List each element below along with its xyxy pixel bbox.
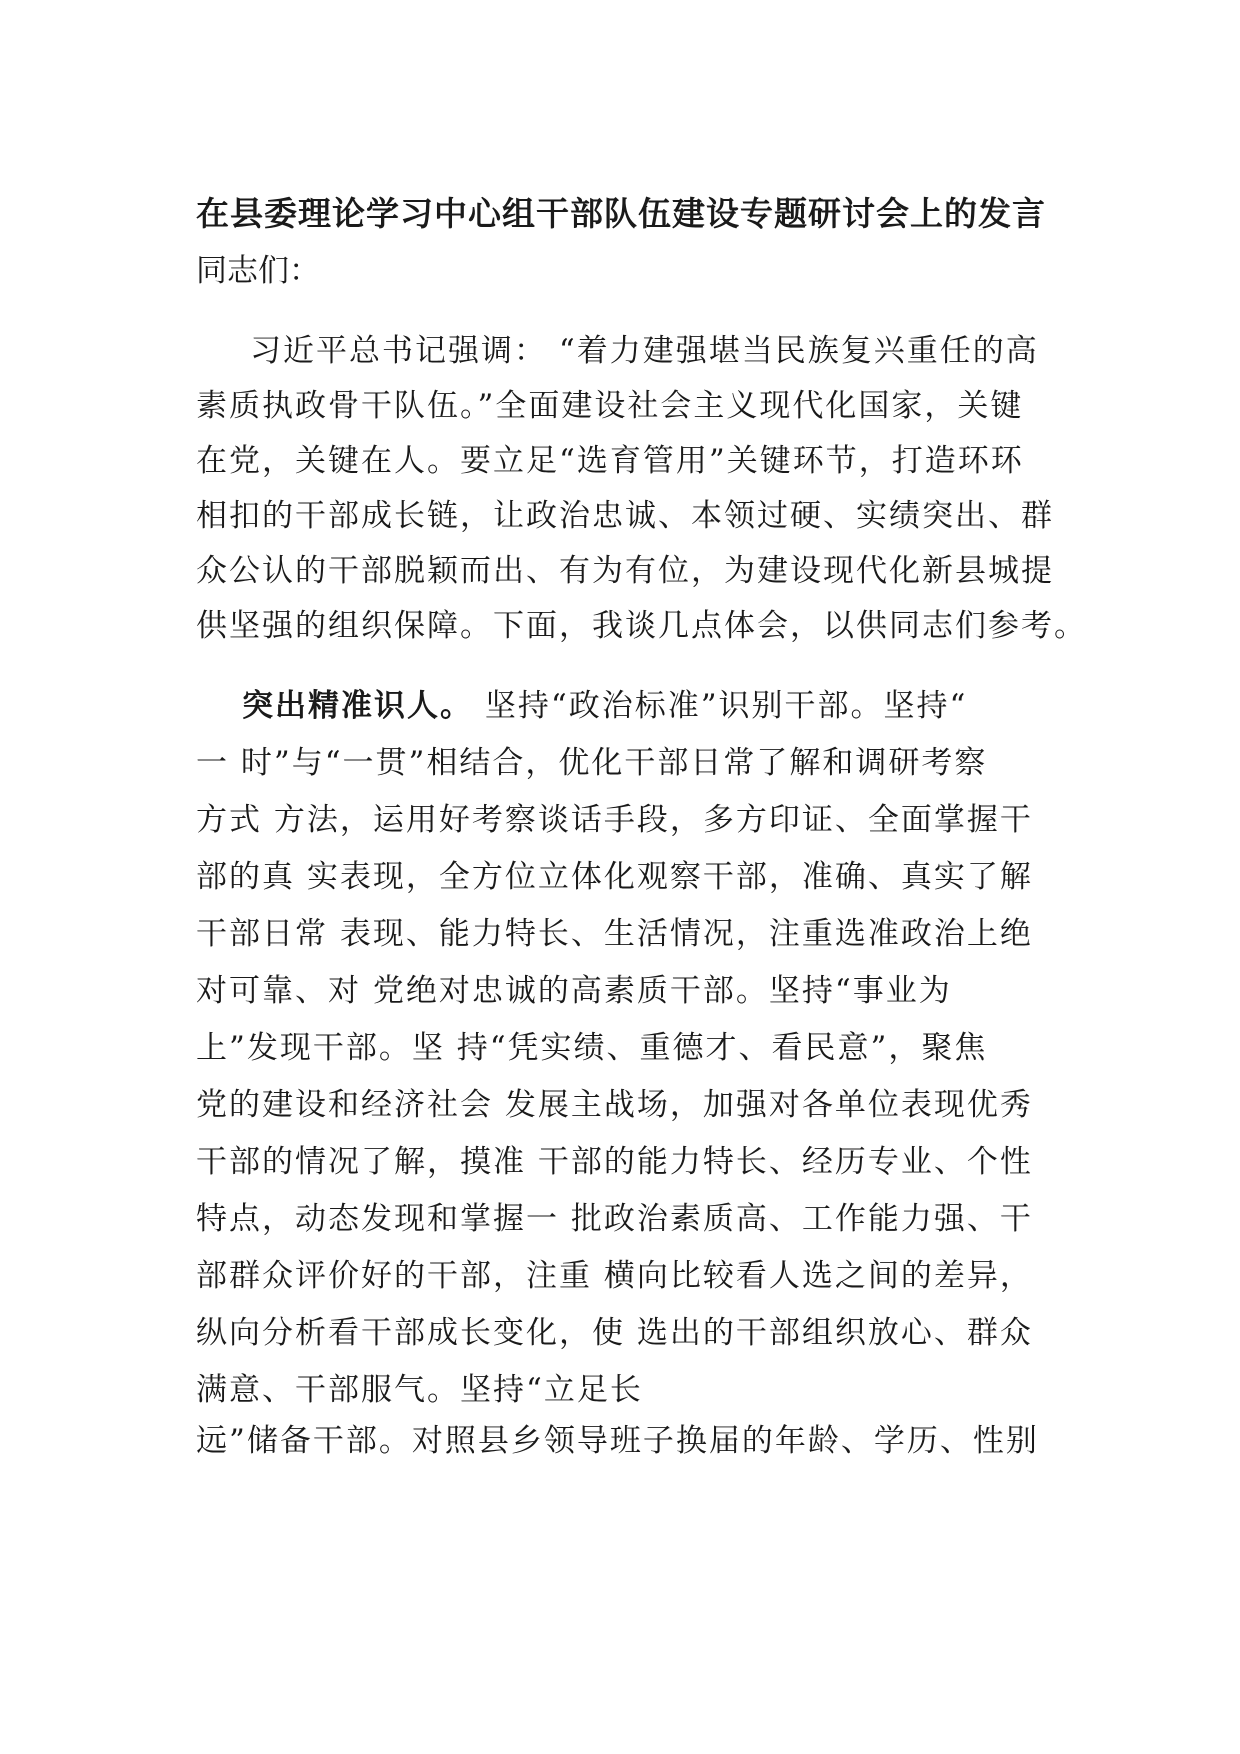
paragraph-1-line-2: 素质执政骨干队伍。”全面建设社会主义现代化国家，关键	[196, 388, 1024, 424]
paragraph-1-line-5: 众公认的干部脱颖而出、有为有位，为建设现代化新县城提	[196, 553, 1054, 589]
paragraph-2-line-2: 一 时”与“一贯”相结合，优化干部日常了解和调研考察	[196, 745, 988, 781]
paragraph-2-line-7: 上”发现干部。坚 持“凭实绩、重德才、看民意”，聚焦	[196, 1030, 988, 1066]
paragraph-2-line-9: 干部的情况了解，摸准 干部的能力特长、经历专业、个性	[196, 1144, 1033, 1180]
paragraph-2-line-12: 纵向分析看干部成长变化，使 选出的干部组织放心、群众	[196, 1315, 1033, 1351]
paragraph-1-line-4: 相扣的干部成长链，让政治忠诚、本领过硬、实绩突出、群	[196, 498, 1054, 534]
paragraph-2-line-10: 特点，动态发现和掌握一 批政治素质高、工作能力强、干	[196, 1201, 1033, 1237]
paragraph-2-line-14: 远”储备干部。对照县乡领导班子换届的年龄、学历、性别	[196, 1423, 1039, 1459]
paragraph-1-line-6: 供坚强的组织保障。下面，我谈几点体会，以供同志们参考。	[196, 608, 1087, 644]
paragraph-2-line-11: 部群众评价好的干部，注重 横向比较看人选之间的差异，	[196, 1258, 1033, 1294]
paragraph-2-line-3: 方式 方法，运用好考察谈话手段，多方印证、全面掌握干	[196, 802, 1033, 838]
salutation: 同志们：	[196, 253, 320, 289]
paragraph-2-line-1-text: 坚持“政治标准”识别干部。坚持“	[484, 688, 968, 724]
paragraph-2-line-1	[242, 680, 1060, 725]
section-heading: 突出精准识人。	[242, 688, 473, 724]
paragraph-2-line-5: 干部日常 表现、能力特长、生活情况，注重选准政治上绝	[196, 916, 1033, 952]
paragraph-2-line-6: 对可靠、对 党绝对忠诚的高素质干部。坚持“事业为	[196, 973, 952, 1009]
paragraph-2-line-13: 满意、干部服气。坚持“立足长	[196, 1372, 643, 1408]
document-title: 在县委理论学习中心组干部队伍建设专题研讨会上的发言	[196, 194, 1046, 233]
paragraph-1-line-3: 在党，关键在人。要立足“选育管用”关键环节，打造环环	[196, 443, 1024, 479]
paragraph-2-line-4: 部的真 实表现，全方位立体化观察干部，准确、真实了解	[196, 859, 1033, 895]
paragraph-1-line-1: 习近平总书记强调： “着力建强堪当民族复兴重任的高	[250, 333, 1039, 369]
paragraph-2-line-8: 党的建设和经济社会 发展主战场，加强对各单位表现优秀	[196, 1087, 1033, 1123]
